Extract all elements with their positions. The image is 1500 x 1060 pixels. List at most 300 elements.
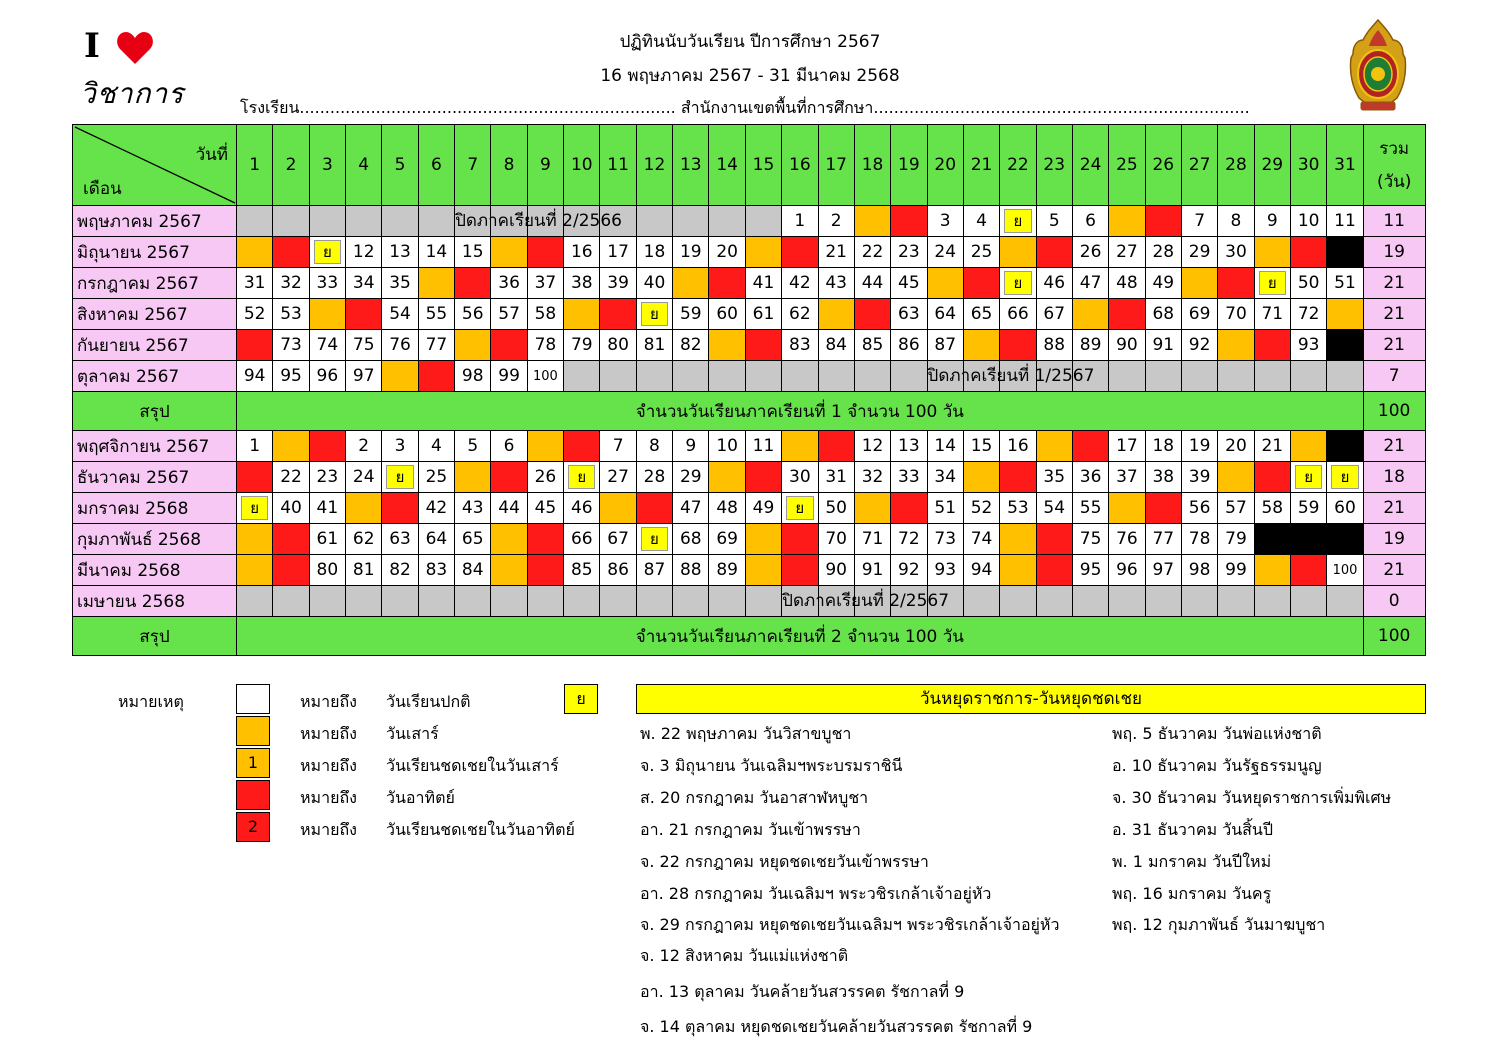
day-cell [564, 586, 600, 617]
day-cell [491, 462, 527, 493]
month-name: ตุลาคม 2567 [73, 361, 237, 392]
month-total: 21 [1363, 431, 1425, 462]
day-cell: 45 [891, 268, 927, 299]
day-cell [745, 462, 781, 493]
day-cell [382, 493, 418, 524]
month-row [73, 206, 1426, 237]
day-header: 4 [346, 125, 382, 206]
day-cell [1254, 555, 1290, 586]
day-cell [346, 493, 382, 524]
holiday-marker: ย [568, 465, 595, 489]
day-cell [1145, 206, 1181, 237]
day-cell [418, 361, 454, 392]
day-cell: 7 [1181, 206, 1217, 237]
summary-text: จำนวนวันเรียนภาคเรียนที่ 1 จำนวน 100 วัน [237, 392, 1364, 431]
month-name: เมษายน 2568 [73, 586, 237, 617]
day-cell: 48 [709, 493, 745, 524]
day-cell: 13 [382, 237, 418, 268]
day-cell: 22 [854, 237, 890, 268]
day-cell [1327, 524, 1363, 555]
day-cell [745, 237, 781, 268]
day-cell: 33 [891, 462, 927, 493]
day-cell: 74 [963, 524, 999, 555]
day-cell: 94 [237, 361, 273, 392]
day-cell [963, 586, 999, 617]
day-cell [745, 586, 781, 617]
day-cell: 87 [636, 555, 672, 586]
day-cell: 52 [963, 493, 999, 524]
summary-label: สรุป [73, 392, 237, 431]
day-cell: 25 [963, 237, 999, 268]
day-header: 30 [1290, 125, 1326, 206]
holiday-item: จ. 30 ธันวาคม วันหยุดราชการเพิ่มพิเศษ [1112, 788, 1392, 807]
holiday-item: จ. 14 ตุลาคม หยุดชดเชยวันคล้ายวันสวรรคต รัชกาลที่ 9 [640, 1017, 1033, 1036]
month-name: ธันวาคม 2567 [73, 462, 237, 493]
holiday-cell [1254, 268, 1290, 299]
day-cell: 94 [963, 555, 999, 586]
holiday-item: อ. 10 ธันวาคม วันรัฐธรรมนูญ [1112, 756, 1322, 775]
day-cell [1181, 586, 1217, 617]
day-cell [782, 555, 818, 586]
summary-row [73, 617, 1426, 656]
month-row [73, 268, 1426, 299]
month-total: 11 [1363, 206, 1425, 237]
day-cell [782, 586, 950, 617]
day-cell: 79 [564, 330, 600, 361]
day-cell: 92 [1181, 330, 1217, 361]
day-cell: 90 [818, 555, 854, 586]
month-row [73, 361, 1426, 392]
summary-label: สรุป [73, 617, 237, 656]
brand-letter: I [84, 26, 100, 66]
day-cell: 84 [455, 555, 491, 586]
day-cell [1290, 361, 1326, 392]
day-cell [636, 361, 672, 392]
day-cell [1327, 237, 1363, 268]
day-header: 8 [491, 125, 527, 206]
day-cell: 73 [927, 524, 963, 555]
day-cell: 42 [418, 493, 454, 524]
day-cell [237, 237, 273, 268]
day-cell: 95 [273, 361, 309, 392]
day-cell: 25 [418, 462, 454, 493]
day-cell: 60 [709, 299, 745, 330]
day-cell: 53 [273, 299, 309, 330]
day-cell: 85 [564, 555, 600, 586]
day-cell [891, 206, 927, 237]
day-cell: 30 [782, 462, 818, 493]
day-cell [1181, 361, 1217, 392]
holiday-item: จ. 3 มิถุนายน วันเฉลิมฯพระบรมราชินี [640, 756, 903, 775]
day-cell: 50 [1290, 268, 1326, 299]
day-cell: 53 [1000, 493, 1036, 524]
day-cell: 40 [636, 268, 672, 299]
day-cell [636, 493, 672, 524]
day-cell [455, 268, 491, 299]
day-cell [237, 555, 273, 586]
day-cell [927, 268, 963, 299]
day-cell: 83 [782, 330, 818, 361]
day-cell [1109, 299, 1145, 330]
day-cell: 58 [527, 299, 563, 330]
holiday-marker: ย [1004, 271, 1031, 295]
holiday-marker: ย [1259, 271, 1286, 295]
day-cell: 14 [927, 431, 963, 462]
holiday-item: จ. 22 กรกฎาคม หยุดชดเชยวันเข้าพรรษา [640, 852, 929, 871]
day-cell: 6 [1072, 206, 1108, 237]
day-cell [237, 586, 273, 617]
day-cell [273, 431, 309, 462]
day-cell: 86 [600, 555, 636, 586]
day-cell [818, 431, 854, 462]
day-cell: 55 [1072, 493, 1108, 524]
day-cell [854, 299, 890, 330]
day-cell: 45 [527, 493, 563, 524]
day-cell [673, 361, 709, 392]
day-cell: 26 [527, 462, 563, 493]
day-cell: 17 [1109, 431, 1145, 462]
total-header [1363, 125, 1425, 206]
day-cell: 2 [818, 206, 854, 237]
day-cell [782, 237, 818, 268]
day-cell: 28 [1145, 237, 1181, 268]
day-cell [455, 586, 491, 617]
day-cell [382, 206, 418, 237]
month-total: 7 [1363, 361, 1425, 392]
month-name: มกราคม 2568 [73, 493, 237, 524]
day-cell [636, 586, 672, 617]
day-cell [1327, 361, 1363, 392]
legend-description: วันเรียนปกติ [386, 692, 471, 711]
day-cell [1145, 361, 1181, 392]
day-cell [237, 330, 273, 361]
corner-day-label: วันที่ [195, 145, 228, 165]
day-cell [564, 431, 600, 462]
holiday-item: อ. 31 ธันวาคม วันสิ้นปี [1112, 820, 1274, 839]
month-row [73, 524, 1426, 555]
day-cell: 64 [418, 524, 454, 555]
holiday-marker: ย [641, 527, 668, 551]
day-cell: 4 [418, 431, 454, 462]
summary-row [73, 392, 1426, 431]
holiday-marker: ย [1295, 465, 1322, 489]
day-cell: 59 [673, 299, 709, 330]
day-cell [782, 524, 818, 555]
day-header: 29 [1254, 125, 1290, 206]
day-cell: 65 [963, 299, 999, 330]
term-break-note: ปิดภาคเรียนที่ 2/2566 [455, 211, 622, 231]
day-cell: 50 [818, 493, 854, 524]
day-header: 19 [891, 125, 927, 206]
day-cell: 23 [309, 462, 345, 493]
day-cell [709, 586, 745, 617]
day-cell: 66 [564, 524, 600, 555]
term-break-note: ปิดภาคเรียนที่ 2/2567 [782, 591, 950, 611]
day-cell [237, 206, 273, 237]
day-cell: 81 [636, 330, 672, 361]
day-cell [600, 493, 636, 524]
day-cell: 49 [745, 493, 781, 524]
month-row [73, 555, 1426, 586]
day-cell [1072, 586, 1108, 617]
day-cell [1000, 524, 1036, 555]
day-cell [1218, 330, 1254, 361]
day-cell [927, 361, 1095, 392]
day-cell: 93 [927, 555, 963, 586]
day-cell: 79 [1218, 524, 1254, 555]
day-cell: 70 [818, 524, 854, 555]
day-cell [382, 586, 418, 617]
month-total: 21 [1363, 330, 1425, 361]
day-cell: 89 [709, 555, 745, 586]
day-cell [273, 206, 309, 237]
day-cell: 97 [1145, 555, 1181, 586]
day-cell [1145, 586, 1181, 617]
day-cell: 20 [709, 237, 745, 268]
day-cell [346, 586, 382, 617]
day-header: 20 [927, 125, 963, 206]
day-cell: 8 [636, 431, 672, 462]
day-cell [782, 431, 818, 462]
day-cell: 17 [600, 237, 636, 268]
day-cell [455, 462, 491, 493]
month-total: 19 [1363, 237, 1425, 268]
day-cell: 70 [1218, 299, 1254, 330]
day-cell [709, 268, 745, 299]
legend-swatch [236, 780, 270, 810]
day-cell: 100 [527, 361, 563, 392]
day-cell: 88 [673, 555, 709, 586]
day-cell: 8 [1218, 206, 1254, 237]
day-cell: 47 [673, 493, 709, 524]
legend-description: วันเสาร์ [386, 724, 439, 743]
legend-swatch: 2 [236, 812, 270, 842]
day-cell: 42 [782, 268, 818, 299]
day-cell: 28 [636, 462, 672, 493]
day-cell [600, 586, 636, 617]
day-cell [1290, 586, 1326, 617]
day-cell [673, 586, 709, 617]
day-cell: 51 [1327, 268, 1363, 299]
day-header: 11 [600, 125, 636, 206]
day-cell [237, 462, 273, 493]
day-cell [1000, 462, 1036, 493]
day-cell [1072, 431, 1108, 462]
day-cell [673, 268, 709, 299]
day-cell [673, 206, 709, 237]
day-cell [1327, 330, 1363, 361]
holiday-item: พ. 22 พฤษภาคม วันวิสาขบูชา [640, 724, 852, 743]
day-cell [1109, 206, 1145, 237]
day-cell [1109, 493, 1145, 524]
day-cell: 18 [1145, 431, 1181, 462]
holiday-cell [1290, 462, 1326, 493]
day-cell [491, 330, 527, 361]
holiday-item: พฤ. 12 กุมภาพันธ์ วันมาฆบูชา [1112, 915, 1326, 934]
day-cell: 88 [1036, 330, 1072, 361]
day-cell: 11 [1327, 206, 1363, 237]
holiday-item: จ. 12 สิงหาคม วันแม่แห่งชาติ [640, 946, 849, 965]
day-cell [745, 555, 781, 586]
legend-holiday-marker: ย [564, 684, 598, 714]
day-cell [1036, 237, 1072, 268]
day-cell: 52 [237, 299, 273, 330]
legend-means: หมายถึง [300, 724, 357, 743]
school-line: โรงเรียน.......................................................................... สำนักงานเขตพื้นที่การศึกษา.......................................................................... [240, 98, 1250, 117]
holiday-cell [1327, 462, 1363, 493]
day-cell: 5 [1036, 206, 1072, 237]
day-cell: 30 [1218, 237, 1254, 268]
holiday-cell [564, 462, 600, 493]
day-cell [527, 237, 563, 268]
month-name: มีนาคม 2568 [73, 555, 237, 586]
month-row [73, 431, 1426, 462]
month-total: 18 [1363, 462, 1425, 493]
day-cell [854, 206, 890, 237]
day-cell [1145, 493, 1181, 524]
day-cell: 95 [1072, 555, 1108, 586]
day-cell: 57 [1218, 493, 1254, 524]
day-cell: 38 [1145, 462, 1181, 493]
holiday-item: จ. 29 กรกฎาคม หยุดชดเชยวันเฉลิมฯ พระวชิรเกล้าเจ้าอยู่หัว [640, 915, 1060, 934]
day-cell: 78 [1181, 524, 1217, 555]
holiday-item: ส. 20 กรกฎาคม วันอาสาฬหบูชา [640, 788, 869, 807]
day-cell: 49 [1145, 268, 1181, 299]
day-cell: 85 [854, 330, 890, 361]
day-cell: 73 [273, 330, 309, 361]
day-cell: 61 [309, 524, 345, 555]
day-cell [1036, 555, 1072, 586]
day-cell [709, 361, 745, 392]
day-cell: 63 [891, 299, 927, 330]
day-cell: 32 [273, 268, 309, 299]
month-name: พฤศจิกายน 2567 [73, 431, 237, 462]
day-cell: 68 [673, 524, 709, 555]
day-header: 14 [709, 125, 745, 206]
day-cell: 87 [927, 330, 963, 361]
day-cell: 1 [782, 206, 818, 237]
day-cell: 61 [745, 299, 781, 330]
day-cell: 31 [237, 268, 273, 299]
day-cell [1218, 586, 1254, 617]
day-header: 7 [455, 125, 491, 206]
month-total: 21 [1363, 493, 1425, 524]
day-cell: 44 [491, 493, 527, 524]
day-cell [491, 524, 527, 555]
month-row [73, 299, 1426, 330]
corner-header [73, 125, 237, 206]
day-cell [309, 431, 345, 462]
day-header: 24 [1072, 125, 1108, 206]
day-cell: 64 [927, 299, 963, 330]
day-cell [273, 555, 309, 586]
day-cell [1290, 431, 1326, 462]
day-cell: 71 [1254, 299, 1290, 330]
day-cell: 12 [854, 431, 890, 462]
day-cell [346, 206, 382, 237]
day-cell: 62 [346, 524, 382, 555]
day-cell: 57 [491, 299, 527, 330]
holiday-marker: ย [1004, 209, 1031, 233]
day-cell [1036, 586, 1072, 617]
day-cell: 15 [963, 431, 999, 462]
day-cell: 7 [600, 431, 636, 462]
summary-total: 100 [1363, 392, 1425, 431]
month-name: มิถุนายน 2567 [73, 237, 237, 268]
day-cell: 72 [1290, 299, 1326, 330]
day-header: 23 [1036, 125, 1072, 206]
day-header: 31 [1327, 125, 1363, 206]
day-cell [1254, 586, 1290, 617]
day-cell [1000, 586, 1036, 617]
day-cell: 68 [1145, 299, 1181, 330]
day-cell: 9 [673, 431, 709, 462]
holiday-marker: ย [241, 496, 268, 520]
day-cell: 16 [1000, 431, 1036, 462]
summary-text: จำนวนวันเรียนภาคเรียนที่ 2 จำนวน 100 วัน [237, 617, 1364, 656]
day-header: 18 [854, 125, 890, 206]
holiday-cell [636, 299, 672, 330]
day-cell [527, 555, 563, 586]
day-header: 12 [636, 125, 672, 206]
day-cell [1290, 237, 1326, 268]
day-cell: 38 [564, 268, 600, 299]
day-header: 16 [782, 125, 818, 206]
day-cell [491, 586, 527, 617]
day-cell: 10 [1290, 206, 1326, 237]
day-cell [1254, 237, 1290, 268]
month-name: กันยายน 2567 [73, 330, 237, 361]
day-cell: 54 [382, 299, 418, 330]
day-cell: 41 [745, 268, 781, 299]
day-cell: 75 [346, 330, 382, 361]
day-cell [1000, 237, 1036, 268]
day-cell [963, 268, 999, 299]
legend-means: หมายถึง [300, 820, 357, 839]
day-cell [1254, 524, 1290, 555]
day-cell: 35 [382, 268, 418, 299]
day-cell: 56 [1181, 493, 1217, 524]
legend-description: วันเรียนชดเชยในวันอาทิตย์ [386, 820, 575, 839]
day-cell [745, 330, 781, 361]
day-cell: 76 [1109, 524, 1145, 555]
day-cell: 46 [1036, 268, 1072, 299]
day-cell [1254, 330, 1290, 361]
legend-description: วันเรียนชดเชยในวันเสาร์ [386, 756, 559, 775]
day-cell: 37 [1109, 462, 1145, 493]
day-cell [1036, 524, 1072, 555]
day-cell [382, 361, 418, 392]
day-cell [564, 361, 600, 392]
summary-total: 100 [1363, 617, 1425, 656]
day-header: 17 [818, 125, 854, 206]
day-cell: 43 [818, 268, 854, 299]
total-header-line1: รวม [1379, 139, 1410, 159]
day-cell [963, 462, 999, 493]
day-cell: 26 [1072, 237, 1108, 268]
holiday-item: อา. 28 กรกฎาคม วันเฉลิมฯ พระวชิรเกล้าเจ้าอยู่หัว [640, 884, 992, 903]
day-cell: 51 [927, 493, 963, 524]
day-cell: 47 [1072, 268, 1108, 299]
ministry-emblem-icon [1345, 18, 1411, 114]
day-cell [1218, 268, 1254, 299]
legend-means: หมายถึง [300, 756, 357, 775]
day-cell [600, 361, 636, 392]
month-total: 0 [1363, 586, 1425, 617]
day-cell: 34 [927, 462, 963, 493]
day-header: 25 [1109, 125, 1145, 206]
day-cell [1290, 524, 1326, 555]
